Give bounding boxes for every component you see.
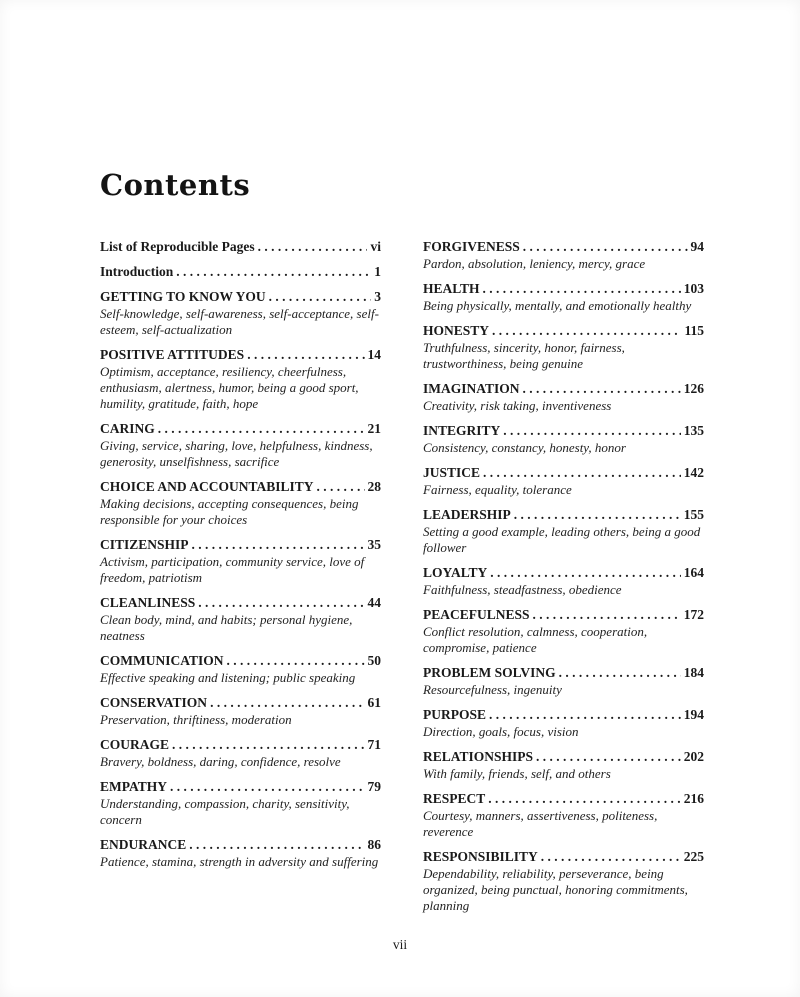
dot-leader — [523, 238, 688, 255]
dot-leader — [492, 322, 681, 339]
dot-leader — [317, 478, 365, 495]
toc-entry-description: Understanding, compassion, charity, sensitivity, concern — [100, 796, 350, 827]
toc-entry-title: GETTING TO KNOW YOU — [100, 289, 266, 304]
toc-entry — [100, 594, 381, 644]
dot-leader — [170, 778, 365, 795]
toc-entry-page-number: 142 — [683, 465, 704, 480]
toc-entry — [423, 564, 704, 598]
toc-entry-row — [423, 322, 704, 339]
toc-entry — [100, 652, 381, 686]
toc-entry-title: LOYALTY — [423, 565, 488, 580]
toc-entry-description: Self-knowledge, self-awareness, self-acceptance, self-esteem, self-actualization — [100, 306, 379, 337]
toc-entry-description: Preservation, thriftiness, moderation — [100, 712, 292, 727]
toc-entry-title: COURAGE — [100, 737, 170, 752]
toc-entry-description: Faithfulness, steadfastness, obedience — [423, 582, 622, 597]
toc-entry — [100, 346, 381, 412]
toc-entry — [423, 280, 704, 314]
toc-entry — [100, 478, 381, 528]
toc-right-column — [423, 238, 704, 922]
toc-entry-row — [423, 280, 704, 297]
toc-entry-title: RESPECT — [423, 791, 486, 806]
dot-leader — [533, 606, 681, 623]
toc-entry — [423, 748, 704, 782]
toc-entry-row — [100, 652, 381, 669]
toc-entry — [100, 736, 381, 770]
toc-entry — [423, 506, 704, 556]
dot-leader — [210, 694, 364, 711]
toc-entry — [423, 790, 704, 840]
toc-entry — [423, 422, 704, 456]
toc-entry-row — [100, 238, 381, 255]
dot-leader — [483, 464, 681, 481]
toc-entry-row — [423, 748, 704, 765]
toc-entry-row — [100, 346, 381, 363]
toc-entry — [100, 238, 381, 255]
toc-entry — [423, 322, 704, 372]
toc-entry-page-number: 184 — [683, 665, 704, 680]
toc-entry-title: List of Reproducible Pages — [100, 239, 255, 254]
dot-leader — [541, 848, 681, 865]
toc-entry-description: Optimism, acceptance, resiliency, cheerfulness, enthusiasm, alertness, humor, being a good sport, humility, gratitude, faith, hope — [100, 364, 359, 411]
toc-entry-row — [423, 664, 704, 681]
toc-entry — [100, 778, 381, 828]
dot-leader — [192, 536, 365, 553]
toc-entry-description: Resourcefulness, ingenuity — [423, 682, 562, 697]
toc-entry — [100, 288, 381, 338]
toc-entry-row — [423, 706, 704, 723]
toc-left-column — [100, 238, 381, 922]
toc-entry-page-number: 135 — [683, 423, 704, 438]
toc-entry-title: RELATIONSHIPS — [423, 749, 534, 764]
toc-entry-title: PROBLEM SOLVING — [423, 665, 556, 680]
dot-leader — [489, 706, 681, 723]
toc-entry-title: JUSTICE — [423, 465, 481, 480]
toc-entry-title: LEADERSHIP — [423, 507, 511, 522]
toc-entry-title: CLEANLINESS — [100, 595, 196, 610]
toc-entry-description: Bravery, boldness, daring, confidence, resolve — [100, 754, 341, 769]
toc-entry-page-number: 126 — [683, 381, 704, 396]
toc-entry-row — [100, 420, 381, 437]
toc-entry-title: COMMUNICATION — [100, 653, 224, 668]
dot-leader — [269, 288, 372, 305]
toc-entry-description: Consistency, constancy, honesty, honor — [423, 440, 626, 455]
dot-leader — [523, 380, 681, 397]
toc-entry-row — [100, 263, 381, 280]
toc-entry-description: Clean body, mind, and habits; personal hygiene, neatness — [100, 612, 353, 643]
toc-entry-title: PURPOSE — [423, 707, 487, 722]
toc-entry-page-number: 216 — [683, 791, 704, 806]
toc-entry-description: Patience, stamina, strength in adversity and suffering — [100, 854, 379, 869]
toc-entry-row — [423, 380, 704, 397]
toc-entry-page-number: 172 — [683, 607, 704, 622]
toc-entry-row — [100, 736, 381, 753]
toc-entry-row — [423, 790, 704, 807]
toc-entry-description: Dependability, reliability, perseverance, being organized, being punctual, honoring commitments, planning — [423, 866, 688, 913]
dot-leader — [227, 652, 365, 669]
toc-entry-description: Being physically, mentally, and emotionally healthy — [423, 298, 692, 313]
toc-entry-description: With family, friends, self, and others — [423, 766, 611, 781]
toc-entry-row — [423, 464, 704, 481]
toc-entry — [100, 836, 381, 870]
toc-entry-title: IMAGINATION — [423, 381, 520, 396]
toc-entry-title: PEACEFULNESS — [423, 607, 530, 622]
page-number-footer: vii — [392, 937, 408, 952]
toc-entry-page-number: vi — [370, 239, 381, 254]
toc-entry — [423, 380, 704, 414]
toc-entry — [100, 694, 381, 728]
toc-entry — [423, 464, 704, 498]
toc-entry-title: CARING — [100, 421, 155, 436]
toc-entry-page-number: 28 — [367, 479, 381, 494]
toc-entry-row — [100, 478, 381, 495]
toc-entry-title: FORGIVENESS — [423, 239, 520, 254]
toc-entry-page-number: 94 — [690, 239, 704, 254]
toc-entry-page-number: 155 — [683, 507, 704, 522]
dot-leader — [514, 506, 681, 523]
toc-entry-page-number: 44 — [367, 595, 381, 610]
toc-entry-page-number: 115 — [684, 323, 704, 338]
toc-entry-row — [100, 288, 381, 305]
toc-entry-title: CHOICE AND ACCOUNTABILITY — [100, 479, 314, 494]
toc-entry-page-number: 61 — [367, 695, 381, 710]
toc-entry-description: Giving, service, sharing, love, helpfulness, kindness, generosity, unselfishness, sacrifice — [100, 438, 373, 469]
toc-entry-page-number: 202 — [683, 749, 704, 764]
toc-entry-description: Effective speaking and listening; public speaking — [100, 670, 356, 685]
toc-entry-title: HONESTY — [423, 323, 490, 338]
toc-entry-page-number: 21 — [367, 421, 381, 436]
toc-entry-page-number: 50 — [367, 653, 381, 668]
toc-entry-description: Direction, goals, focus, vision — [423, 724, 579, 739]
toc-entry-row — [100, 694, 381, 711]
toc-entry-row — [423, 848, 704, 865]
toc-entry-row — [423, 238, 704, 255]
toc-entry-page-number: 1 — [374, 264, 381, 279]
toc-entry-page-number: 86 — [367, 837, 381, 852]
toc-entry-title: EMPATHY — [100, 779, 167, 794]
toc-entry-page-number: 79 — [367, 779, 381, 794]
toc-entry-title: Introduction — [100, 264, 174, 279]
toc-entry-page-number: 71 — [367, 737, 381, 752]
dot-leader — [172, 736, 364, 753]
dot-leader — [198, 594, 364, 611]
toc-entry — [423, 606, 704, 656]
toc-entry-row — [100, 836, 381, 853]
toc-entry-row — [423, 506, 704, 523]
toc-entry-title: CONSERVATION — [100, 695, 208, 710]
toc-entry-row — [100, 594, 381, 611]
toc-entry-row — [423, 422, 704, 439]
dot-leader — [503, 422, 680, 439]
toc-entry-description: Conflict resolution, calmness, cooperation, compromise, patience — [423, 624, 648, 655]
toc-entry — [100, 263, 381, 280]
toc-entry-row — [100, 778, 381, 795]
toc-entry-row — [100, 536, 381, 553]
page-title: Contents — [100, 168, 251, 202]
toc-entry-description: Activism, participation, community service, love of freedom, patriotism — [100, 554, 365, 585]
toc-entry-title: RESPONSIBILITY — [423, 849, 538, 864]
toc-entry-description: Truthfulness, sincerity, honor, fairness, trustworthiness, being genuine — [423, 340, 625, 371]
toc-entry-page-number: 164 — [683, 565, 704, 580]
toc-entry-page-number: 14 — [367, 347, 381, 362]
toc-entry — [100, 420, 381, 470]
toc-entry-page-number: 225 — [683, 849, 704, 864]
toc-entry-page-number: 103 — [683, 281, 704, 296]
toc-entry — [100, 536, 381, 586]
dot-leader — [483, 280, 681, 297]
toc-entry — [423, 238, 704, 272]
toc-entry-description: Setting a good example, leading others, being a good follower — [423, 524, 701, 555]
toc-columns — [100, 238, 704, 922]
toc-entry-row — [423, 606, 704, 623]
toc-entry-title: ENDURANCE — [100, 837, 187, 852]
toc-entry-description: Courtesy, manners, assertiveness, politeness, reverence — [423, 808, 658, 839]
toc-entry-description: Creativity, risk taking, inventiveness — [423, 398, 612, 413]
toc-entry-description: Pardon, absolution, leniency, mercy, grace — [423, 256, 646, 271]
toc-entry-description: Fairness, equality, tolerance — [423, 482, 572, 497]
dot-leader — [189, 836, 364, 853]
dot-leader — [536, 748, 681, 765]
toc-entry — [423, 664, 704, 698]
toc-entry-title: CITIZENSHIP — [100, 537, 189, 552]
toc-entry-description: Making decisions, accepting consequences, being responsible for your choices — [100, 496, 359, 527]
toc-entry-title: HEALTH — [423, 281, 480, 296]
toc-entry-title: POSITIVE ATTITUDES — [100, 347, 245, 362]
toc-entry-title: INTEGRITY — [423, 423, 501, 438]
dot-leader — [176, 263, 371, 280]
toc-entry-page-number: 3 — [374, 289, 381, 304]
toc-entry-page-number: 35 — [367, 537, 381, 552]
dot-leader — [158, 420, 365, 437]
dot-leader — [247, 346, 364, 363]
toc-entry-page-number: 194 — [683, 707, 704, 722]
toc-entry-row — [423, 564, 704, 581]
toc-entry — [423, 706, 704, 740]
dot-leader — [559, 664, 681, 681]
dot-leader — [488, 790, 680, 807]
dot-leader — [490, 564, 680, 581]
toc-entry — [423, 848, 704, 914]
dot-leader — [258, 238, 368, 255]
